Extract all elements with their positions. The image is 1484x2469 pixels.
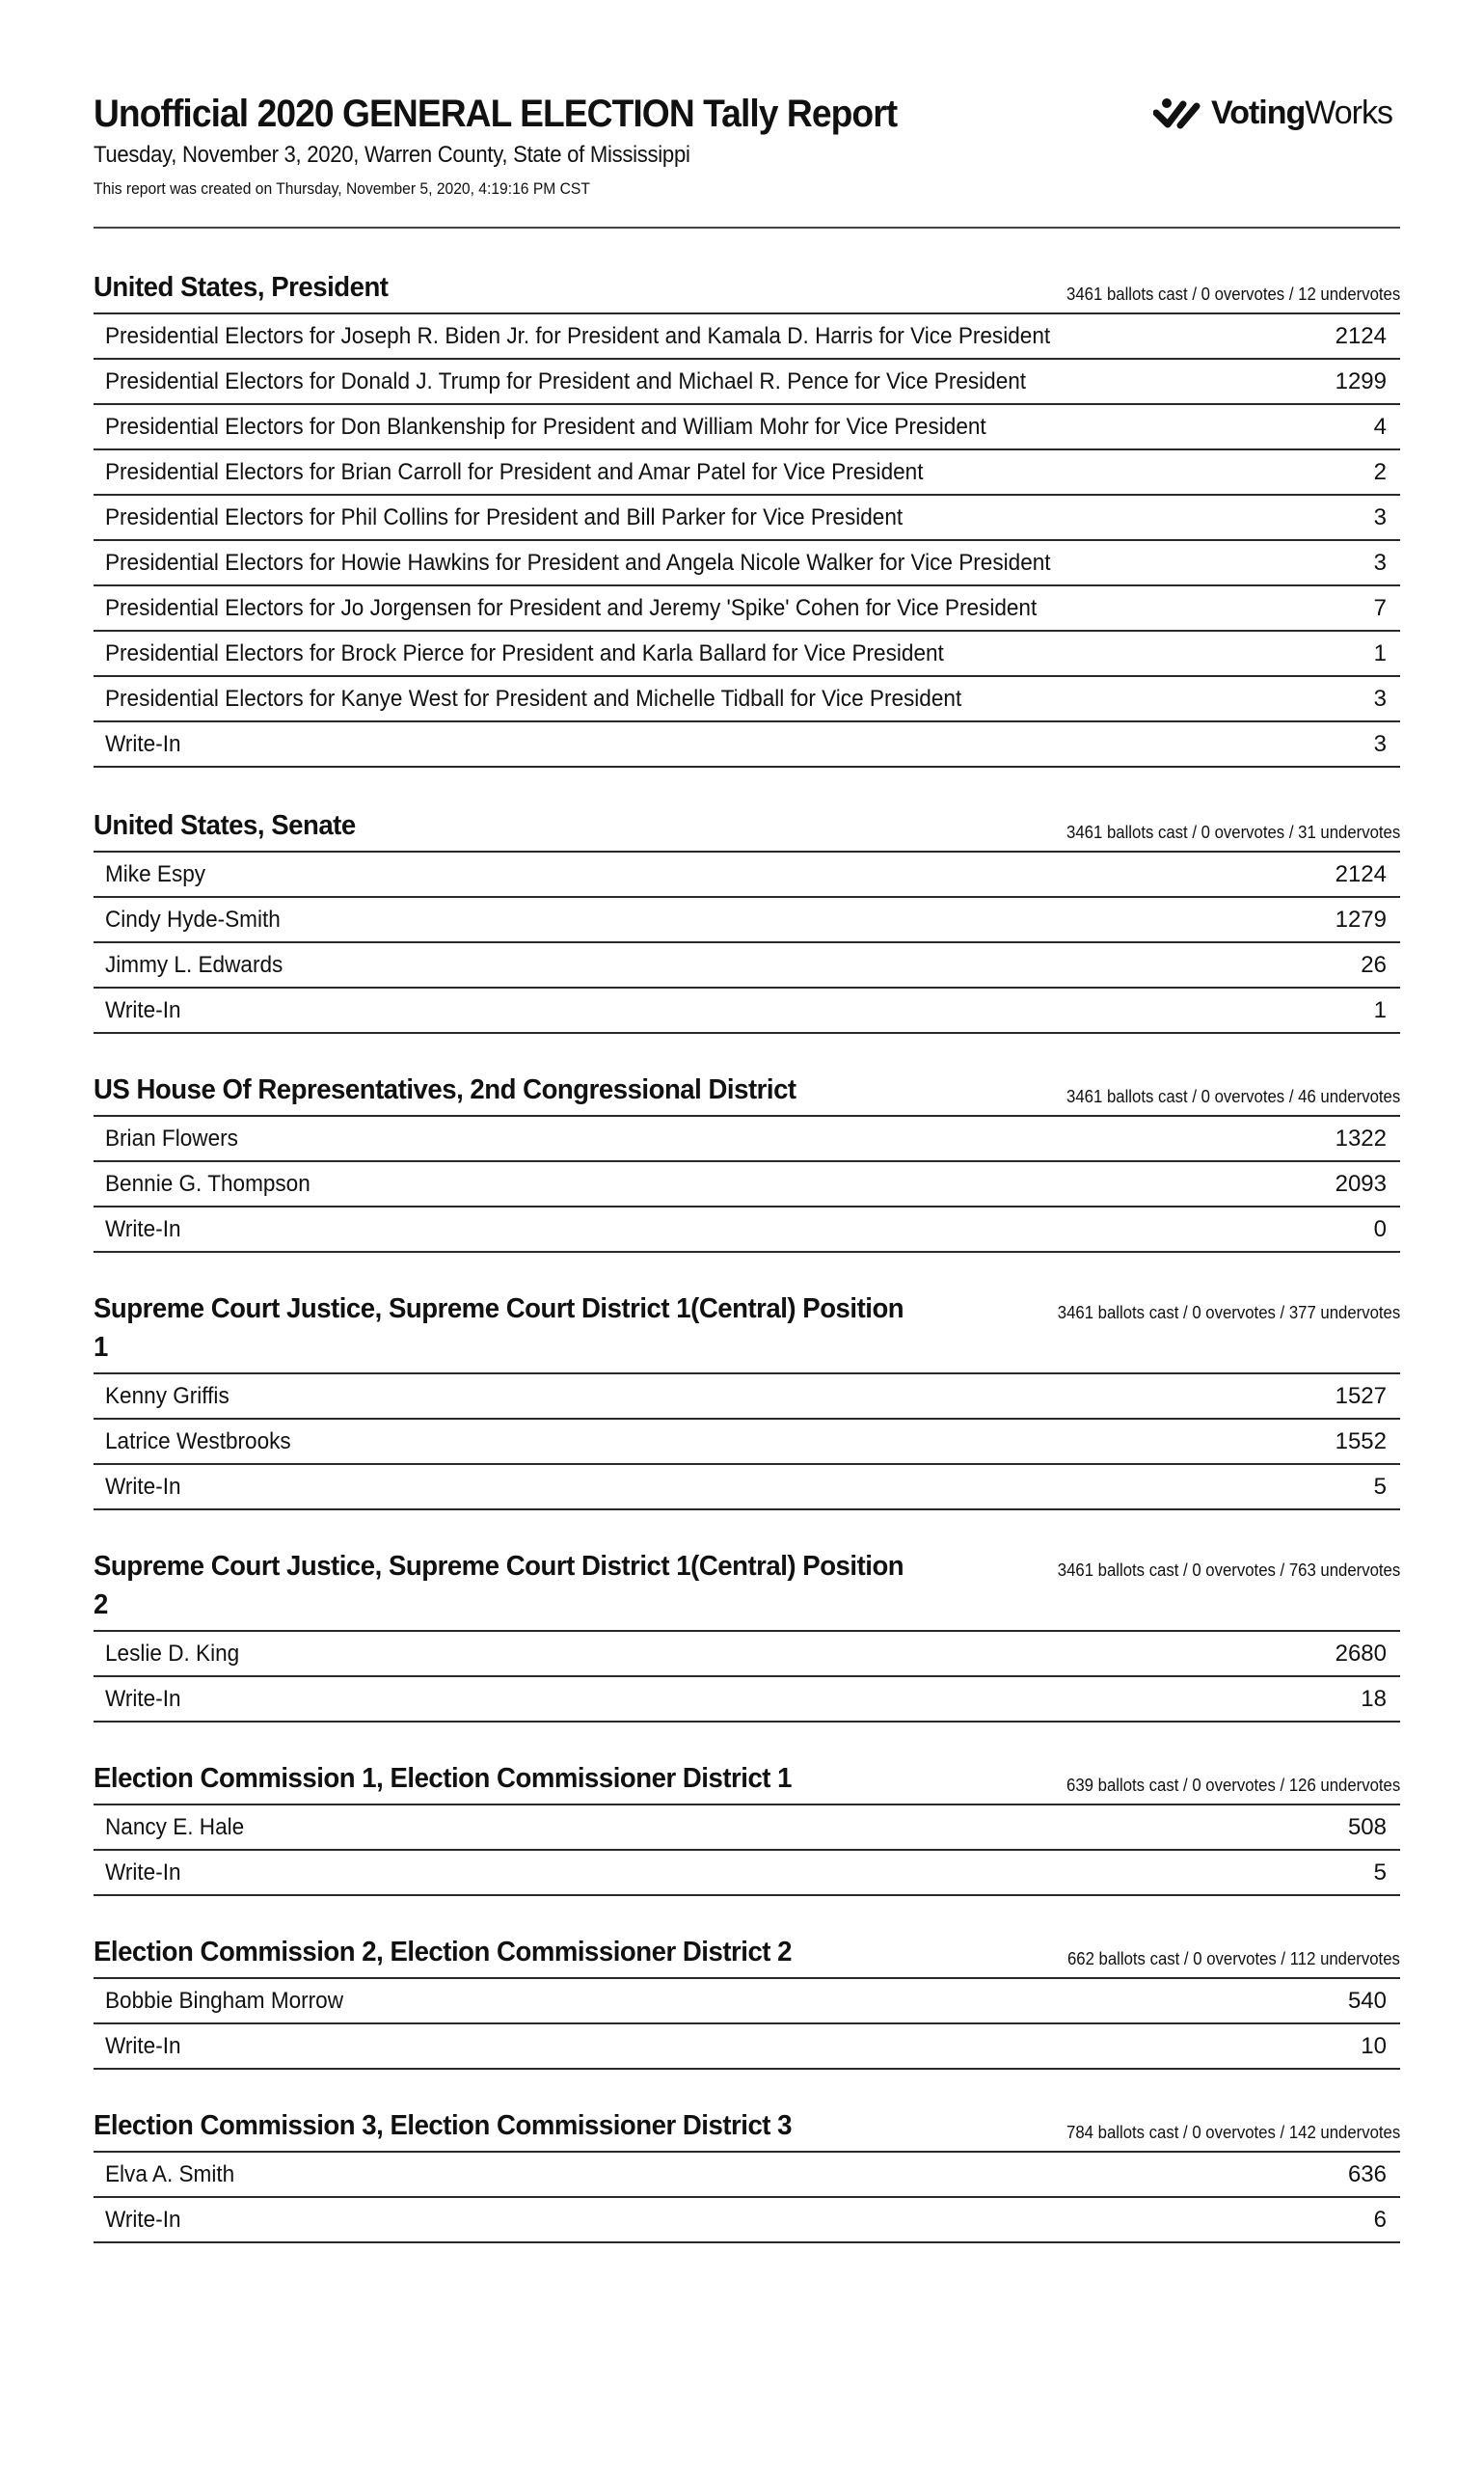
contest-title: Election Commission 2, Election Commissioner District 2 — [94, 1937, 793, 1967]
candidate-vote-count: 3 — [1373, 685, 1387, 712]
candidate-row — [94, 403, 1400, 448]
candidate-row — [94, 1977, 1400, 2022]
candidate-table — [94, 1977, 1400, 2070]
contest-title: Election Commission 1, Election Commissioner District 1 — [94, 1763, 793, 1794]
candidate-vote-count: 2 — [1373, 458, 1387, 485]
candidate-row — [94, 494, 1400, 539]
candidate-name: Presidential Electors for Joseph R. Biden Jr. for President and Kamala D. Harris for Vice President — [105, 322, 1051, 349]
candidate-name: Write-In — [105, 1859, 181, 1886]
candidate-name: Write-In — [105, 2206, 181, 2233]
contest-header — [94, 1289, 1400, 1372]
contest-title: Supreme Court Justice, Supreme Court District 1(Central) Position 2 — [94, 1551, 904, 1620]
candidate-vote-count: 26 — [1361, 951, 1387, 978]
candidate-name: Presidential Electors for Donald J. Trump for President and Michael R. Pence for Vice President — [105, 367, 1027, 394]
candidate-row — [94, 1160, 1400, 1206]
candidate-vote-count: 3 — [1373, 503, 1387, 530]
candidate-table — [94, 2151, 1400, 2243]
contest-ballot-stats: 662 ballots cast / 0 overvotes / 112 undervotes — [1067, 1949, 1400, 1968]
candidate-row — [94, 1372, 1400, 1418]
contest-title: US House Of Representatives, 2nd Congressional District — [94, 1074, 796, 1105]
candidate-vote-count: 1 — [1373, 639, 1387, 666]
candidate-row — [94, 2151, 1400, 2196]
candidate-name: Bennie G. Thompson — [105, 1170, 310, 1197]
candidate-row — [94, 358, 1400, 403]
candidate-name: Bobbie Bingham Morrow — [105, 1987, 344, 2014]
candidate-vote-count: 2093 — [1335, 1170, 1387, 1197]
contest-section — [94, 1547, 1400, 1723]
candidate-vote-count: 1552 — [1335, 1427, 1387, 1454]
report-subtitle: Tuesday, November 3, 2020, Warren County, State of Mississippi — [94, 142, 690, 168]
candidate-vote-count: 636 — [1347, 2160, 1387, 2187]
candidate-name: Jimmy L. Edwards — [105, 951, 283, 978]
logo-text-bold: Voting — [1211, 95, 1306, 131]
logo-wordmark — [1211, 95, 1392, 132]
contest-title: United States, Senate — [94, 810, 356, 841]
contest-section — [94, 1933, 1400, 2070]
candidate-table — [94, 1804, 1400, 1896]
candidate-row — [94, 584, 1400, 630]
candidate-name: Write-In — [105, 996, 181, 1023]
contest-ballot-stats: 3461 ballots cast / 0 overvotes / 763 undervotes — [1057, 1560, 1400, 1580]
candidate-row — [94, 1115, 1400, 1160]
candidate-table — [94, 1630, 1400, 1723]
candidate-vote-count: 2124 — [1335, 860, 1387, 887]
contest-header — [94, 1547, 1400, 1630]
candidate-row — [94, 1675, 1400, 1723]
candidate-name: Presidential Electors for Brian Carroll for President and Amar Patel for Vice President — [105, 458, 924, 485]
contest-section — [94, 1289, 1400, 1510]
candidate-row — [94, 941, 1400, 987]
candidate-row — [94, 1418, 1400, 1463]
candidate-table — [94, 851, 1400, 1034]
candidate-name: Cindy Hyde-Smith — [105, 906, 281, 933]
logo-text-light: Works — [1305, 95, 1392, 131]
candidate-name: Latrice Westbrooks — [105, 1427, 291, 1454]
contest-header — [94, 1071, 1400, 1115]
candidate-name: Write-In — [105, 1215, 181, 1242]
candidate-vote-count: 508 — [1347, 1813, 1387, 1840]
candidate-name: Presidential Electors for Don Blankenship for President and William Mohr for Vice President — [105, 413, 986, 440]
candidate-name: Presidential Electors for Phil Collins for President and Bill Parker for Vice President — [105, 503, 904, 530]
candidate-row — [94, 1206, 1400, 1253]
candidate-vote-count: 5 — [1373, 1859, 1387, 1886]
candidate-table — [94, 1115, 1400, 1253]
candidate-table — [94, 1372, 1400, 1510]
contest-ballot-stats: 784 ballots cast / 0 overvotes / 142 undervotes — [1066, 2123, 1400, 2142]
candidate-vote-count: 5 — [1373, 1473, 1387, 1500]
candidate-name: Write-In — [105, 730, 181, 757]
votingworks-logo — [1153, 95, 1392, 132]
candidate-name: Nancy E. Hale — [105, 1813, 245, 1840]
candidate-row — [94, 630, 1400, 675]
candidate-vote-count: 540 — [1347, 1987, 1387, 2014]
candidate-name: Kenny Griffis — [105, 1382, 229, 1409]
candidate-row — [94, 675, 1400, 720]
contest-ballot-stats: 3461 ballots cast / 0 overvotes / 46 undervotes — [1066, 1087, 1400, 1106]
candidate-vote-count: 4 — [1373, 413, 1387, 440]
candidate-name: Presidential Electors for Brock Pierce for President and Karla Ballard for Vice President — [105, 639, 944, 666]
candidate-vote-count: 1 — [1373, 996, 1387, 1023]
contest-title: Supreme Court Justice, Supreme Court District 1(Central) Position 1 — [94, 1293, 904, 1363]
contest-section — [94, 1071, 1400, 1253]
candidate-name: Leslie D. King — [105, 1640, 240, 1667]
candidate-vote-count: 3 — [1373, 730, 1387, 757]
candidate-vote-count: 7 — [1373, 594, 1387, 621]
contest-ballot-stats: 3461 ballots cast / 0 overvotes / 377 undervotes — [1057, 1303, 1400, 1322]
candidate-row — [94, 1849, 1400, 1896]
candidate-row — [94, 1804, 1400, 1849]
candidate-row — [94, 987, 1400, 1034]
report-header — [94, 87, 1400, 231]
contest-section — [94, 1759, 1400, 1896]
candidate-vote-count: 10 — [1361, 2032, 1387, 2059]
contest-section — [94, 806, 1400, 1034]
candidate-name: Write-In — [105, 1685, 181, 1712]
contest-ballot-stats: 3461 ballots cast / 0 overvotes / 12 undervotes — [1066, 285, 1400, 304]
candidate-vote-count: 6 — [1373, 2206, 1387, 2233]
tally-report — [94, 87, 1400, 2243]
candidate-vote-count: 18 — [1361, 1685, 1387, 1712]
candidate-row — [94, 2022, 1400, 2070]
candidate-name: Mike Espy — [105, 860, 206, 887]
candidate-vote-count: 2124 — [1335, 322, 1387, 349]
candidate-vote-count: 1322 — [1335, 1125, 1387, 1152]
contest-section — [94, 268, 1400, 768]
candidate-name: Elva A. Smith — [105, 2160, 235, 2187]
contest-header — [94, 268, 1400, 312]
contest-header — [94, 806, 1400, 851]
contest-ballot-stats: 639 ballots cast / 0 overvotes / 126 undervotes — [1066, 1776, 1400, 1795]
contest-header — [94, 1933, 1400, 1977]
contest-title: Election Commission 3, Election Commissioner District 3 — [94, 2110, 793, 2141]
candidate-vote-count: 3 — [1373, 549, 1387, 576]
candidate-vote-count: 1527 — [1335, 1382, 1387, 1409]
contest-section — [94, 2106, 1400, 2243]
contest-ballot-stats: 3461 ballots cast / 0 overvotes / 31 undervotes — [1066, 823, 1400, 842]
candidate-name: Presidential Electors for Jo Jorgensen for President and Jeremy 'Spike' Cohen for Vice President — [105, 594, 1038, 621]
candidate-row — [94, 1630, 1400, 1675]
candidate-row — [94, 896, 1400, 941]
candidate-row — [94, 539, 1400, 584]
header-divider — [94, 227, 1400, 229]
candidate-table — [94, 312, 1400, 768]
candidate-vote-count: 1299 — [1335, 367, 1387, 394]
candidate-vote-count: 2680 — [1335, 1640, 1387, 1667]
candidate-name: Write-In — [105, 2032, 181, 2059]
candidate-name: Presidential Electors for Kanye West for President and Michelle Tidball for Vice President — [105, 685, 962, 712]
candidate-row — [94, 448, 1400, 494]
candidate-name: Presidential Electors for Howie Hawkins for President and Angela Nicole Walker for Vice President — [105, 549, 1051, 576]
candidate-vote-count: 0 — [1373, 1215, 1387, 1242]
candidate-row — [94, 312, 1400, 358]
report-title: Unofficial 2020 GENERAL ELECTION Tally Report — [94, 93, 898, 135]
candidate-row — [94, 1463, 1400, 1510]
candidate-name: Brian Flowers — [105, 1125, 238, 1152]
candidate-row — [94, 2196, 1400, 2243]
candidate-row — [94, 851, 1400, 896]
contest-title: United States, President — [94, 272, 389, 303]
candidate-vote-count: 1279 — [1335, 906, 1387, 933]
contest-list — [94, 268, 1400, 2243]
contest-header — [94, 1759, 1400, 1804]
candidate-name: Write-In — [105, 1473, 181, 1500]
contest-header — [94, 2106, 1400, 2151]
report-created-timestamp: This report was created on Thursday, November 5, 2020, 4:19:16 PM CST — [94, 179, 590, 198]
candidate-row — [94, 720, 1400, 768]
votingworks-check-icon — [1153, 96, 1203, 131]
